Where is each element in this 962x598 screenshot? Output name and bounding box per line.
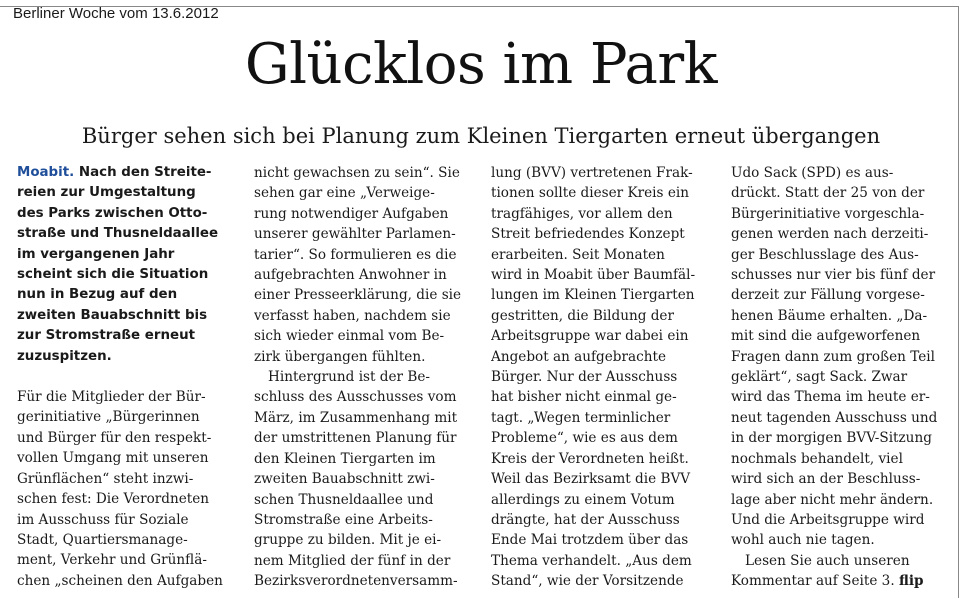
place-label: Moabit. <box>17 165 75 180</box>
body-paragraph <box>17 387 240 591</box>
text-line: nem Mitglied der fünf in der <box>254 552 451 569</box>
text-line: Bürgerinitiative vorgeschla- <box>731 205 925 222</box>
text-line: einer Presseerklärung, die sie <box>254 287 462 304</box>
text-line: Ende Mai trotzdem über das <box>491 532 689 549</box>
text-line: lungen im Kleinen Tiergarten <box>491 287 695 304</box>
lead-line: scheint sich die Situation <box>17 267 209 283</box>
text-line: den Kleinen Tiergarten im <box>254 450 436 467</box>
text-line: sehen gar eine „Verweige- <box>254 185 435 202</box>
text-line: ger Beschlusslage des Aus- <box>731 246 919 263</box>
subheadline: Bürger sehen sich bei Planung zum Kleinen Tiergarten erneut übergangen <box>81 124 881 148</box>
text-line: der umstrittenen Planung für <box>254 430 457 447</box>
lead-line: reien zur Umgestaltung <box>17 185 196 201</box>
text-line: wird in Moabit über Baumfäl- <box>491 267 696 284</box>
text-line: erarbeiten. Seit Monaten <box>491 246 665 263</box>
text-line: tionen sollte dieser Kreis ein <box>491 185 689 202</box>
text-line: drängte, hat der Ausschuss <box>491 511 680 528</box>
lead-line: zur Stromstraße erneut <box>17 328 196 344</box>
text-line: schen fest: Die Verordneten <box>17 491 210 508</box>
text-line: drückt. Statt der 25 von der <box>731 185 925 202</box>
text-line: tragfähiges, vor allem den <box>491 205 673 222</box>
text-line: allerdings zu einem Votum <box>491 491 675 508</box>
column-4 <box>731 163 953 592</box>
text-line: hat bisher nicht einmal ge- <box>491 389 677 406</box>
lead-line: straße und Thusneldaallee <box>17 226 219 242</box>
text-line: verfasst haben, nachdem sie <box>254 307 451 324</box>
text-line: im Ausschuss für Soziale <box>17 511 189 528</box>
text-line: wohl auch nie tagen. <box>731 532 875 549</box>
text-line: Für die Mitglieder der Bür- <box>17 389 206 406</box>
text-line: derzeit zur Fällung vorgese- <box>731 287 925 304</box>
text-line: unserer gewählter Parlamen- <box>254 226 456 243</box>
lead-line: zuzuspitzen. <box>17 348 112 364</box>
text-line: schusses nur vier bis fünf der <box>731 267 936 284</box>
text-line: Grünflächen“ steht inzwi- <box>17 470 194 487</box>
text-line: Stromstraße eine Arbeits- <box>254 511 433 528</box>
text-line: nicht gewachsen zu sein“. Sie <box>254 165 460 181</box>
lead-line: zweiten Bauabschnitt bis <box>17 307 208 323</box>
text-line: Fragen dann zum großen Teil <box>731 348 935 365</box>
source-label: Berliner Woche vom 13.6.2012 <box>13 5 219 22</box>
text-line: genen werden nach derzeiti- <box>731 226 929 243</box>
headline: Glücklos im Park <box>244 32 718 97</box>
text-line: gestritten, die Bildung der <box>491 307 674 324</box>
text-line: neut tagenden Ausschuss und <box>731 409 938 426</box>
text-line: Hintergrund ist der Be- <box>268 369 430 386</box>
text-line: Stand“, wie der Vorsitzende <box>491 573 684 590</box>
text-line: schen Thusneldaallee und <box>254 491 434 508</box>
text-line: gerinitiative „Bürgerinnen <box>17 409 200 426</box>
column-1 <box>17 163 240 591</box>
text-line: tagt. „Wegen terminlicher <box>491 409 671 426</box>
text-line: lung (BVV) vertretenen Frak- <box>491 165 693 181</box>
text-line: chen „scheinen den Aufgaben <box>17 572 223 589</box>
text-line: zweiten Bauabschnitt zwi- <box>254 471 435 488</box>
text-line: gruppe zu bilden. Mit je ei- <box>254 532 442 549</box>
text-line: sich wieder einmal vom Be- <box>254 328 445 345</box>
text-line: Probleme“, wie es aus dem <box>491 430 678 447</box>
text-line: Kommentar auf Seite 3. flip <box>731 573 924 590</box>
text-line: rung notwendiger Aufgaben <box>254 205 449 222</box>
text-line: Weil das Bezirksamt die BVV <box>491 471 691 488</box>
text-line: tarier“. So formulieren es die <box>254 246 457 263</box>
text-line: wird sich an der Beschluss- <box>731 471 921 488</box>
text-line: nochmals behandelt, viel <box>731 450 903 467</box>
text-line: henen Bäume erhalten. „Da- <box>731 307 928 324</box>
column-2 <box>254 163 476 592</box>
text-line: Kreis der Verordneten heißt. <box>491 450 689 467</box>
text-line: wird das Thema im heute er- <box>731 389 930 406</box>
text-line: Thema verhandelt. „Aus dem <box>491 552 692 569</box>
text-line: Angebot an aufgebrachte <box>491 348 666 365</box>
lead-line: des Parks zwischen Otto- <box>17 205 208 221</box>
lead-line: im vergangenen Jahr <box>17 246 175 262</box>
lead-line: nun in Bezug auf den <box>17 287 178 303</box>
text-line: aufgebrachten Anwohner in <box>254 267 447 284</box>
text-line: Stadt, Quartiersmanage- <box>17 531 188 548</box>
text-line: Arbeitsgruppe war dabei ein <box>491 328 689 345</box>
text-line: März, im Zusammenhang mit <box>254 409 458 426</box>
text-line: Bezirksverordnetenversamm- <box>254 573 458 590</box>
text-line: und Bürger für den respekt- <box>17 429 212 446</box>
text-line: Und die Arbeitsgruppe wird <box>731 511 925 528</box>
lead-paragraph <box>17 163 240 367</box>
text-line: geklärt“, sagt Sack. Zwar <box>731 369 908 386</box>
text-line: schluss des Ausschusses vom <box>254 389 457 406</box>
text-line: zirk übergangen fühlten. <box>254 348 426 365</box>
lead-line: Moabit. Nach den Streite- <box>17 165 212 180</box>
text-line: lage aber nicht mehr ändern. <box>731 491 934 508</box>
author-signature: flip <box>898 573 924 590</box>
text-line: vollen Umgang mit unseren <box>17 450 209 467</box>
text-line: Bürger. Nur der Ausschuss <box>491 369 678 386</box>
text-line: mit sind die aufgeworfenen <box>731 328 921 345</box>
column-3 <box>491 163 715 592</box>
text-line: ment, Verkehr und Grünflä- <box>17 552 207 569</box>
text-line: in der morgigen BVV-Sitzung <box>731 430 932 447</box>
text-line: Udo Sack (SPD) es aus- <box>731 165 894 181</box>
text-line: Streit befriedendes Konzept <box>491 226 685 243</box>
text-line: Lesen Sie auch unseren <box>745 552 910 569</box>
